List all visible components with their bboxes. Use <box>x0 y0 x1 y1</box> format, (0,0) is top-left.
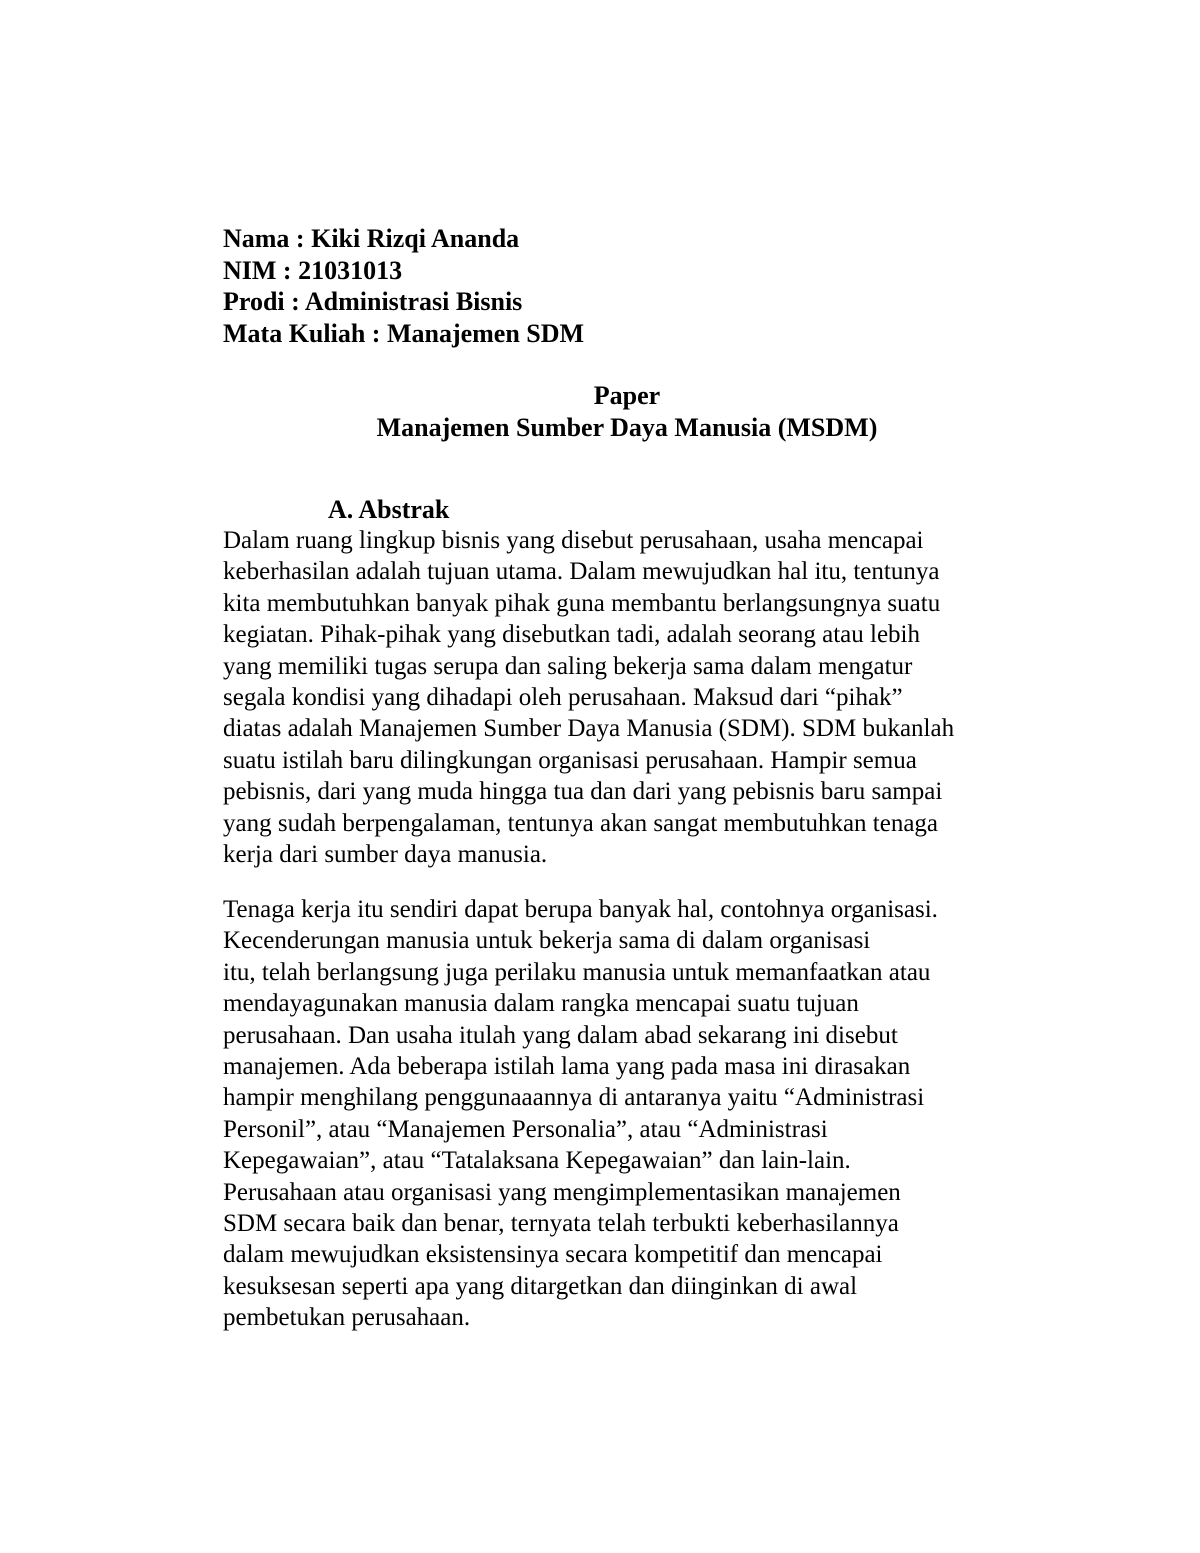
paragraph-line: perusahaan. Dan usaha itulah yang dalam abad sekarang ini disebut <box>223 1021 898 1049</box>
paragraph-line: pembetukan perusahaan. <box>223 1304 471 1332</box>
study-program: Prodi : Administrasi Bisnis <box>223 287 523 316</box>
paragraph-line: hampir menghilang penggunaaannya di antaranya yaitu “Administrasi <box>223 1084 925 1112</box>
paper-label: Paper <box>593 381 661 410</box>
paragraph-line: keberhasilan adalah tujuan utama. Dalam mewujudkan hal itu, tentunya <box>223 558 940 586</box>
course-name: Mata Kuliah : Manajemen SDM <box>223 318 585 348</box>
paper-title-block <box>223 380 1031 443</box>
paragraph-line: Tenaga kerja itu sendiri dapat berupa banyak hal, contohnya organisasi. <box>223 896 938 923</box>
student-nim: NIM : 21031013 <box>223 255 403 285</box>
paragraph-line: mendayagunakan manusia dalam rangka mencapai suatu tujuan <box>223 990 859 1018</box>
paper-title: Manajemen Sumber Daya Manusia (MSDM) <box>376 412 878 442</box>
student-info <box>223 223 1023 349</box>
student-name: Nama : Kiki Rizqi Ananda <box>223 224 520 253</box>
paragraph-line: kita membutuhkan banyak pihak guna membantu berlangsungnya suatu <box>223 589 941 617</box>
paragraph-line: manajemen. Ada beberapa istilah lama yang pada masa ini dirasakan <box>223 1053 911 1081</box>
section-heading-abstrak: A. Abstrak <box>328 495 450 524</box>
paragraph-line: Kecenderungan manusia untuk bekerja sama di dalam organisasi <box>223 927 871 955</box>
paragraph-line: yang sudah berpengalaman, tentunya akan sangat membutuhkan tenaga <box>223 809 939 837</box>
paragraph-line: kesuksesan seperti apa yang ditargetkan dan diinginkan di awal <box>223 1272 858 1300</box>
paragraph-2 <box>223 894 1043 1334</box>
paragraph-line: SDM secara baik dan benar, ternyata telah terbukti keberhasilannya <box>223 1210 899 1238</box>
paragraph-line: yang memiliki tugas serupa dan saling bekerja sama dalam mengatur <box>223 652 913 680</box>
paragraph-line: Personil”, atau “Manajemen Personalia”, atau “Administrasi <box>223 1115 828 1143</box>
paragraph-line: segala kondisi yang dihadapi oleh perusahaan. Maksud dari “pihak” <box>223 684 903 712</box>
paragraph-line: Kepegawaian”, atau “Tatalaksana Kepegawaian” dan lain-lain. <box>223 1147 851 1175</box>
paragraph-1 <box>223 525 1043 870</box>
paragraph-line: pebisnis, dari yang muda hingga tua dan dari yang pebisnis baru sampai <box>223 778 943 806</box>
paragraph-line: Perusahaan atau organisasi yang mengimplementasikan manajemen <box>223 1178 901 1206</box>
paragraph-line: suatu istilah baru dilingkungan organisasi perusahaan. Hampir semua <box>223 746 917 774</box>
paragraph-line: dalam mewujudkan eksistensinya secara kompetitif dan mencapai <box>223 1241 883 1269</box>
paragraph-line: Dalam ruang lingkup bisnis yang disebut perusahaan, usaha mencapai <box>223 527 924 554</box>
paragraph-line: kerja dari sumber daya manusia. <box>223 841 548 869</box>
paragraph-line: kegiatan. Pihak-pihak yang disebutkan tadi, adalah seorang atau lebih <box>223 621 920 649</box>
paragraph-line: itu, telah berlangsung juga perilaku manusia untuk memanfaatkan atau <box>223 958 931 986</box>
paragraph-line: diatas adalah Manajemen Sumber Daya Manusia (SDM). SDM bukanlah <box>223 715 955 743</box>
